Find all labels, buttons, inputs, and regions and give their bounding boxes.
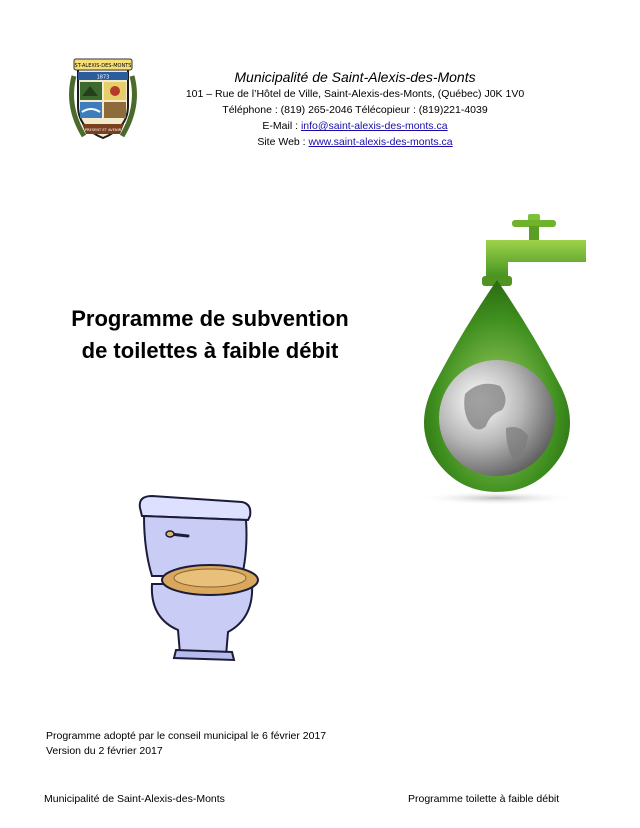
document-title [60, 303, 360, 367]
email-link[interactable]: info@saint-alexis-des-monts.ca [300, 120, 448, 132]
website-link[interactable]: www.saint-alexis-des-monts.ca [308, 136, 453, 148]
title-line-1: Programme de subvention [71, 306, 349, 331]
title-line-2: de toilettes à faible débit [81, 338, 339, 363]
logo-banner-text: ST-ALEXIS-DES-MONTS [74, 63, 132, 69]
document-notes [46, 729, 326, 759]
logo-year: 1873 [96, 74, 110, 81]
footer-left: Municipalité de Saint-Alexis-des-Monts [44, 793, 225, 805]
municipal-crest-icon [64, 56, 142, 144]
faucet-water-drop-globe-icon [410, 214, 590, 510]
email-label: E-Mail : [262, 120, 301, 132]
email-line [180, 118, 530, 134]
version-note: Version du 2 février 2017 [46, 745, 163, 757]
website-label: Site Web : [257, 136, 309, 148]
footer-right: Programme toilette à faible débit [408, 793, 560, 805]
logo-motto: PRESENT ET AVENIR [84, 128, 122, 132]
toilet-icon [130, 490, 260, 662]
municipality-name: Municipalité de Saint-Alexis-des-Monts [234, 69, 476, 85]
letterhead [180, 68, 530, 150]
phone-fax: Téléphone : (819) 265-2046 Télécopieur : (819)221-4039 [222, 104, 488, 116]
website-line [180, 134, 530, 150]
adoption-note: Programme adopté par le conseil municipal le 6 février 2017 [46, 730, 327, 742]
address: 101 – Rue de l’Hôtel de Ville, Saint-Alexis-des-Monts, (Québec) J0K 1V0 [185, 88, 525, 100]
